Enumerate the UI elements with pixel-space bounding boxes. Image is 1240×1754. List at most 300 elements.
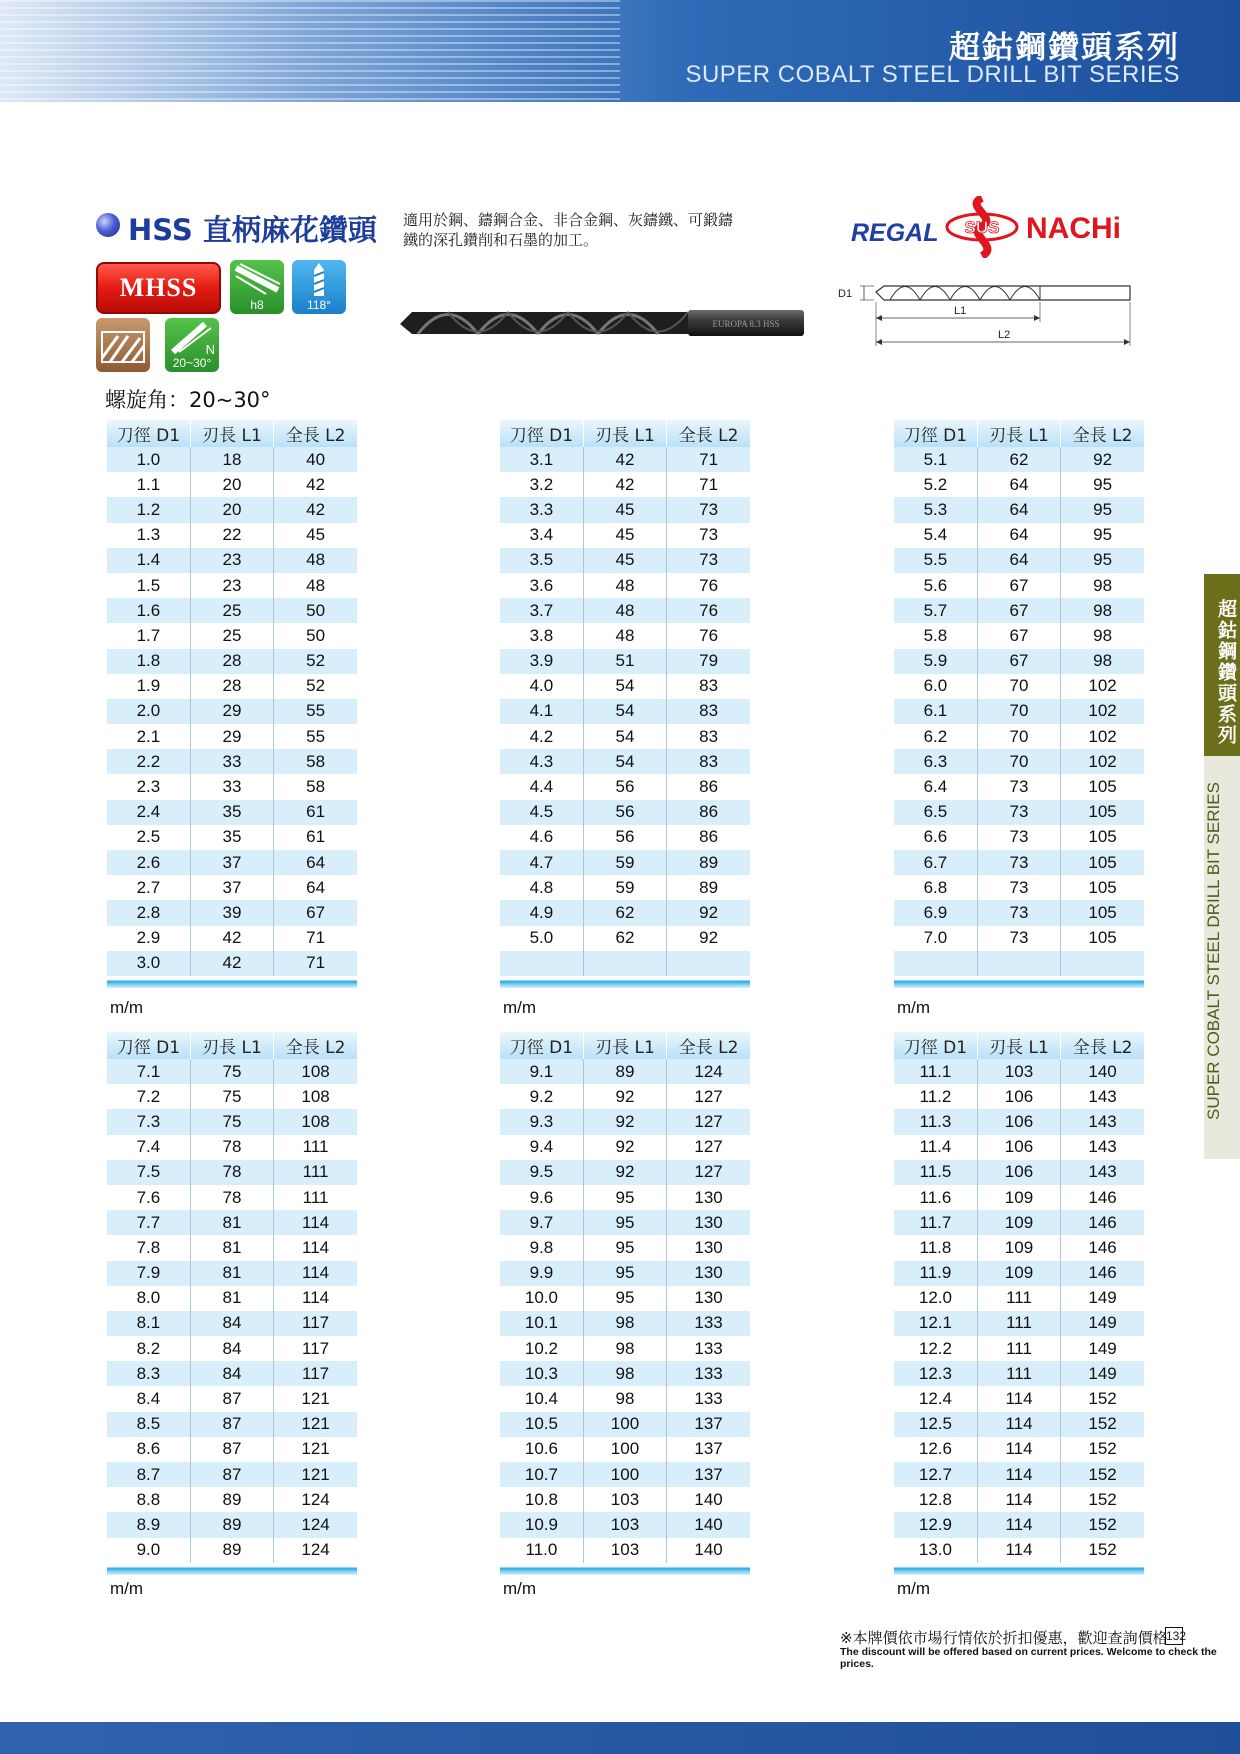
side-tab-label-zh: 超鈷鋼鑽頭系列	[1204, 574, 1240, 756]
table-row	[500, 1336, 750, 1361]
table-cell: 10.1	[500, 1311, 583, 1336]
table-bottom-rule	[107, 976, 357, 988]
table-cell: 6.3	[894, 749, 977, 774]
table-cell: 92	[583, 1135, 666, 1160]
table-cell: 7.6	[107, 1185, 190, 1210]
table-row	[107, 1261, 357, 1286]
table-row	[500, 548, 750, 573]
table-cell: 10.3	[500, 1361, 583, 1386]
column-header: 全長 L2	[1061, 1032, 1144, 1059]
size-table-1	[107, 420, 357, 988]
table-cell: 4.4	[500, 774, 583, 799]
table-row	[107, 623, 357, 648]
point-angle-label: 118°	[307, 298, 331, 312]
table-cell: 111	[977, 1361, 1060, 1386]
table-row	[894, 724, 1144, 749]
table-cell: 56	[583, 800, 666, 825]
table-cell: 102	[1061, 674, 1144, 699]
table-cell: 152	[1061, 1412, 1144, 1437]
table-cell: 109	[977, 1235, 1060, 1260]
table-cell: 5.9	[894, 649, 977, 674]
table-cell	[667, 951, 750, 976]
table-row	[107, 951, 357, 976]
column-header: 刀徑 D1	[894, 1032, 977, 1059]
table-row	[500, 1160, 750, 1185]
table-row	[500, 774, 750, 799]
table-cell: 146	[1061, 1210, 1144, 1235]
table-cell: 3.1	[500, 447, 583, 472]
table-row	[894, 1487, 1144, 1512]
table-row	[500, 1512, 750, 1537]
table-cell: 73	[667, 548, 750, 573]
table-row	[107, 497, 357, 522]
table-cell: 2.7	[107, 875, 190, 900]
table-cell: 56	[583, 774, 666, 799]
table-cell: 149	[1061, 1311, 1144, 1336]
table-row	[500, 1361, 750, 1386]
table-row	[107, 1109, 357, 1134]
table-cell: 11.6	[894, 1185, 977, 1210]
table-cell: 2.0	[107, 699, 190, 724]
table-cell: 7.9	[107, 1261, 190, 1286]
table-cell: 70	[977, 699, 1060, 724]
table-row	[894, 800, 1144, 825]
table-cell	[500, 951, 583, 976]
table-cell: 10.9	[500, 1512, 583, 1537]
size-table-2	[500, 420, 750, 988]
table-cell: 5.6	[894, 573, 977, 598]
table-cell: 89	[190, 1487, 273, 1512]
table-cell: 67	[977, 623, 1060, 648]
table-cell: 2.6	[107, 850, 190, 875]
table-cell: 130	[667, 1261, 750, 1286]
table-row	[500, 1261, 750, 1286]
table-cell: 67	[977, 573, 1060, 598]
table-cell: 71	[274, 926, 357, 951]
table-cell: 11.3	[894, 1109, 977, 1134]
table-cell: 6.8	[894, 875, 977, 900]
table-row	[894, 1538, 1144, 1563]
unit-label: m/m	[897, 998, 931, 1017]
drill-dimension-diagram	[834, 270, 1144, 350]
table-cell: 10.6	[500, 1437, 583, 1462]
table-cell: 9.6	[500, 1185, 583, 1210]
table-row	[107, 825, 357, 850]
table-header-row	[500, 1032, 750, 1059]
table-cell: 121	[274, 1386, 357, 1411]
table-cell: 8.2	[107, 1336, 190, 1361]
table-cell: 54	[583, 674, 666, 699]
table-row	[894, 749, 1144, 774]
table-cell: 2.4	[107, 800, 190, 825]
table-cell: 109	[977, 1261, 1060, 1286]
table-cell: 98	[583, 1336, 666, 1361]
table-row	[894, 699, 1144, 724]
table-cell: 9.4	[500, 1135, 583, 1160]
table-cell: 25	[190, 598, 273, 623]
table-row	[500, 800, 750, 825]
table-row	[500, 1235, 750, 1260]
header-title-en: SUPER COBALT STEEL DRILL BIT SERIES	[685, 61, 1180, 88]
table-cell: 114	[977, 1437, 1060, 1462]
table-cell: 2.1	[107, 724, 190, 749]
table-cell: 87	[190, 1462, 273, 1487]
material-badge	[96, 318, 150, 372]
table-row	[894, 573, 1144, 598]
table-cell	[894, 951, 977, 976]
table-cell: 103	[583, 1538, 666, 1563]
table-cell: 45	[583, 548, 666, 573]
table-cell: 152	[1061, 1538, 1144, 1563]
table-cell: 28	[190, 674, 273, 699]
table-cell: 78	[190, 1135, 273, 1160]
table-cell: 11.4	[894, 1135, 977, 1160]
table-row	[894, 774, 1144, 799]
table-cell: 22	[190, 523, 273, 548]
unit-label: m/m	[503, 998, 537, 1017]
brand-sus-logo	[944, 196, 1020, 258]
table-cell: 73	[667, 523, 750, 548]
table-cell: 1.0	[107, 447, 190, 472]
table-row	[894, 1311, 1144, 1336]
table-cell: 105	[1061, 900, 1144, 925]
table-cell: 130	[667, 1286, 750, 1311]
table-row	[107, 926, 357, 951]
table-cell: 12.0	[894, 1286, 977, 1311]
table-cell: 6.5	[894, 800, 977, 825]
table-row	[500, 699, 750, 724]
table-cell: 54	[583, 699, 666, 724]
table-cell: 7.5	[107, 1160, 190, 1185]
table-cell: 130	[667, 1235, 750, 1260]
table-cell: 109	[977, 1210, 1060, 1235]
table-cell: 7.7	[107, 1210, 190, 1235]
table-cell: 105	[1061, 774, 1144, 799]
table-cell: 3.8	[500, 623, 583, 648]
table-header-row	[107, 1032, 357, 1059]
table-cell: 3.9	[500, 649, 583, 674]
table-cell: 3.6	[500, 573, 583, 598]
table-row	[894, 1386, 1144, 1411]
table-cell: 62	[977, 447, 1060, 472]
column-header: 刀徑 D1	[894, 420, 977, 447]
table-row	[500, 749, 750, 774]
table-cell: 83	[667, 674, 750, 699]
table-cell: 92	[667, 900, 750, 925]
material-icon	[96, 318, 150, 372]
table-cell: 9.3	[500, 1109, 583, 1134]
table-cell: 12.5	[894, 1412, 977, 1437]
table-cell: 2.5	[107, 825, 190, 850]
table-cell: 37	[190, 875, 273, 900]
table-cell: 75	[190, 1084, 273, 1109]
table-cell: 146	[1061, 1185, 1144, 1210]
table-cell: 4.0	[500, 674, 583, 699]
table-cell: 114	[977, 1412, 1060, 1437]
table-cell: 9.5	[500, 1160, 583, 1185]
table-cell: 64	[977, 523, 1060, 548]
table-row	[107, 1059, 357, 1084]
price-note-zh: ※本牌價依市場行情依於折扣優惠，歡迎查詢價格	[840, 1629, 1168, 1647]
table-cell: 6.0	[894, 674, 977, 699]
table-cell: 152	[1061, 1462, 1144, 1487]
table-row	[500, 472, 750, 497]
table-cell: 152	[1061, 1487, 1144, 1512]
table-cell: 127	[667, 1160, 750, 1185]
side-tab	[1204, 574, 1240, 1159]
table-cell: 5.1	[894, 447, 977, 472]
table-cell: 42	[583, 472, 666, 497]
table-cell: 62	[583, 900, 666, 925]
table-cell: 152	[1061, 1437, 1144, 1462]
table-cell: 81	[190, 1210, 273, 1235]
table-cell: 95	[583, 1286, 666, 1311]
table-row	[107, 724, 357, 749]
table-cell: 98	[583, 1386, 666, 1411]
table-cell: 152	[1061, 1386, 1144, 1411]
table-cell: 124	[274, 1512, 357, 1537]
table-row	[500, 900, 750, 925]
table-cell: 140	[667, 1487, 750, 1512]
table-row	[500, 497, 750, 522]
table-bottom-rule	[894, 976, 1144, 988]
table-cell: 133	[667, 1311, 750, 1336]
column-header: 全長 L2	[274, 1032, 357, 1059]
column-header: 刀徑 D1	[500, 1032, 583, 1059]
table-cell: 143	[1061, 1084, 1144, 1109]
table-cell: 10.7	[500, 1462, 583, 1487]
table-cell: 33	[190, 774, 273, 799]
table-cell: 84	[190, 1336, 273, 1361]
table-cell: 6.9	[894, 900, 977, 925]
column-header: 刃長 L1	[977, 1032, 1060, 1059]
unit-label: m/m	[503, 1579, 537, 1598]
table-header-row	[107, 420, 357, 447]
table-cell: 78	[190, 1185, 273, 1210]
table-cell: 11.7	[894, 1210, 977, 1235]
table-cell: 7.1	[107, 1059, 190, 1084]
table-row	[107, 749, 357, 774]
table-cell: 48	[583, 598, 666, 623]
table-cell: 10.8	[500, 1487, 583, 1512]
table-cell: 11.8	[894, 1235, 977, 1260]
table-cell: 1.6	[107, 598, 190, 623]
helix-angle-label: 螺旋角：20~30°	[105, 388, 271, 412]
table-cell: 7.0	[894, 926, 977, 951]
table-cell: 95	[583, 1235, 666, 1260]
table-cell: 20	[190, 472, 273, 497]
table-cell: 55	[274, 724, 357, 749]
table-cell: 2.8	[107, 900, 190, 925]
table-row	[894, 926, 1144, 951]
table-cell: 1.9	[107, 674, 190, 699]
column-header: 刃長 L1	[583, 420, 666, 447]
table-row	[500, 825, 750, 850]
table-cell: 111	[977, 1311, 1060, 1336]
table-cell: 1.8	[107, 649, 190, 674]
drill-shank-text: EUROPA 8.3 HSS	[712, 319, 780, 329]
table-cell: 3.7	[500, 598, 583, 623]
table-cell: 2.3	[107, 774, 190, 799]
table-cell	[1061, 951, 1144, 976]
table-row	[107, 800, 357, 825]
table-cell: 73	[977, 850, 1060, 875]
table-cell: 98	[1061, 598, 1144, 623]
table-cell: 50	[274, 623, 357, 648]
table-cell: 8.8	[107, 1487, 190, 1512]
table-row	[894, 1286, 1144, 1311]
table-cell: 5.0	[500, 926, 583, 951]
header-stripes	[0, 0, 620, 102]
table-cell: 28	[190, 649, 273, 674]
table-cell: 11.2	[894, 1084, 977, 1109]
table-cell: 56	[583, 825, 666, 850]
table-row	[894, 1462, 1144, 1487]
table-cell: 42	[274, 497, 357, 522]
table-bottom-rule	[500, 1563, 750, 1575]
table-cell: 100	[583, 1412, 666, 1437]
helix-type-label: N	[205, 342, 215, 357]
table-row	[894, 1512, 1144, 1537]
table-row	[107, 774, 357, 799]
table-row	[107, 1235, 357, 1260]
table-cell: 114	[977, 1538, 1060, 1563]
table-row	[107, 1336, 357, 1361]
table-cell: 149	[1061, 1286, 1144, 1311]
table-row	[500, 1059, 750, 1084]
table-cell: 37	[190, 850, 273, 875]
table-cell: 103	[583, 1512, 666, 1537]
table-cell: 81	[190, 1261, 273, 1286]
table-cell: 12.4	[894, 1386, 977, 1411]
table-cell: 73	[977, 825, 1060, 850]
table-cell: 92	[583, 1109, 666, 1134]
table-cell: 73	[977, 774, 1060, 799]
table-row	[107, 447, 357, 472]
table-cell: 76	[667, 598, 750, 623]
table-cell: 4.8	[500, 875, 583, 900]
table-row	[500, 926, 750, 951]
table-cell: 6.1	[894, 699, 977, 724]
table-cell: 5.3	[894, 497, 977, 522]
table-row	[500, 598, 750, 623]
table-cell: 105	[1061, 825, 1144, 850]
table-cell: 42	[583, 447, 666, 472]
table-row	[894, 523, 1144, 548]
shank-icon	[230, 260, 284, 300]
table-cell: 105	[1061, 875, 1144, 900]
table-row	[107, 1135, 357, 1160]
table-cell: 3.2	[500, 472, 583, 497]
table-bottom-rule	[894, 1563, 1144, 1575]
table-cell: 18	[190, 447, 273, 472]
table-cell: 6.4	[894, 774, 977, 799]
table-cell: 114	[274, 1286, 357, 1311]
table-row	[500, 1311, 750, 1336]
column-header: 刃長 L1	[583, 1032, 666, 1059]
table-row	[107, 1487, 357, 1512]
table-row	[894, 472, 1144, 497]
table-row	[500, 850, 750, 875]
table-cell: 3.3	[500, 497, 583, 522]
table-cell: 1.5	[107, 573, 190, 598]
table-cell: 45	[583, 497, 666, 522]
table-row	[500, 724, 750, 749]
table-cell: 102	[1061, 699, 1144, 724]
table-row	[500, 523, 750, 548]
table-row	[894, 850, 1144, 875]
table-cell: 137	[667, 1462, 750, 1487]
table-cell: 111	[977, 1286, 1060, 1311]
table-cell: 59	[583, 875, 666, 900]
table-cell: 64	[977, 472, 1060, 497]
table-cell: 12.2	[894, 1336, 977, 1361]
table-row	[107, 573, 357, 598]
table-cell: 9.9	[500, 1261, 583, 1286]
price-note-en: The discount will be offered based on current prices. Welcome to check the prices.	[840, 1646, 1217, 1670]
table-cell: 124	[274, 1487, 357, 1512]
table-cell: 62	[583, 926, 666, 951]
table-cell: 5.7	[894, 598, 977, 623]
table-cell	[977, 951, 1060, 976]
column-header: 刃長 L1	[977, 420, 1060, 447]
table-cell: 121	[274, 1412, 357, 1437]
table-row	[894, 875, 1144, 900]
table-cell: 40	[274, 447, 357, 472]
column-header: 刀徑 D1	[500, 420, 583, 447]
table-row	[894, 1160, 1144, 1185]
table-cell: 11.0	[500, 1538, 583, 1563]
table-row	[107, 1311, 357, 1336]
table-cell: 114	[977, 1462, 1060, 1487]
table-cell: 5.8	[894, 623, 977, 648]
table-row	[894, 497, 1144, 522]
table-cell: 29	[190, 699, 273, 724]
table-cell: 87	[190, 1412, 273, 1437]
brand-nachi-logo: NACHi	[1026, 212, 1121, 245]
table-row	[500, 1386, 750, 1411]
table-row	[107, 523, 357, 548]
table-cell: 45	[274, 523, 357, 548]
diagram-d1-label: D1	[838, 288, 853, 300]
drill-bit-photo	[398, 298, 808, 348]
column-header: 全長 L2	[274, 420, 357, 447]
table-header-row	[894, 420, 1144, 447]
table-cell: 71	[274, 951, 357, 976]
table-cell: 86	[667, 774, 750, 799]
table-row	[894, 1185, 1144, 1210]
table-row	[107, 1210, 357, 1235]
table-cell: 4.1	[500, 699, 583, 724]
table-cell: 64	[274, 850, 357, 875]
table-cell: 12.8	[894, 1487, 977, 1512]
table-row	[500, 649, 750, 674]
table-row	[107, 1437, 357, 1462]
size-table-5	[500, 1032, 750, 1575]
table-row	[894, 1336, 1144, 1361]
table-cell: 54	[583, 724, 666, 749]
table-cell: 149	[1061, 1361, 1144, 1386]
product-description: 適用於鋼、鑄鋼合金、非合金鋼、灰鑄鐵、可鍛鑄鐵的深孔鑽削和石墨的加工。	[403, 211, 734, 249]
column-header: 全長 L2	[667, 1032, 750, 1059]
table-row	[500, 1084, 750, 1109]
table-cell: 87	[190, 1437, 273, 1462]
table-row	[107, 699, 357, 724]
table-cell: 25	[190, 623, 273, 648]
brand-sus-text: SUS	[964, 218, 1000, 237]
table-cell: 121	[274, 1462, 357, 1487]
table-cell: 4.6	[500, 825, 583, 850]
